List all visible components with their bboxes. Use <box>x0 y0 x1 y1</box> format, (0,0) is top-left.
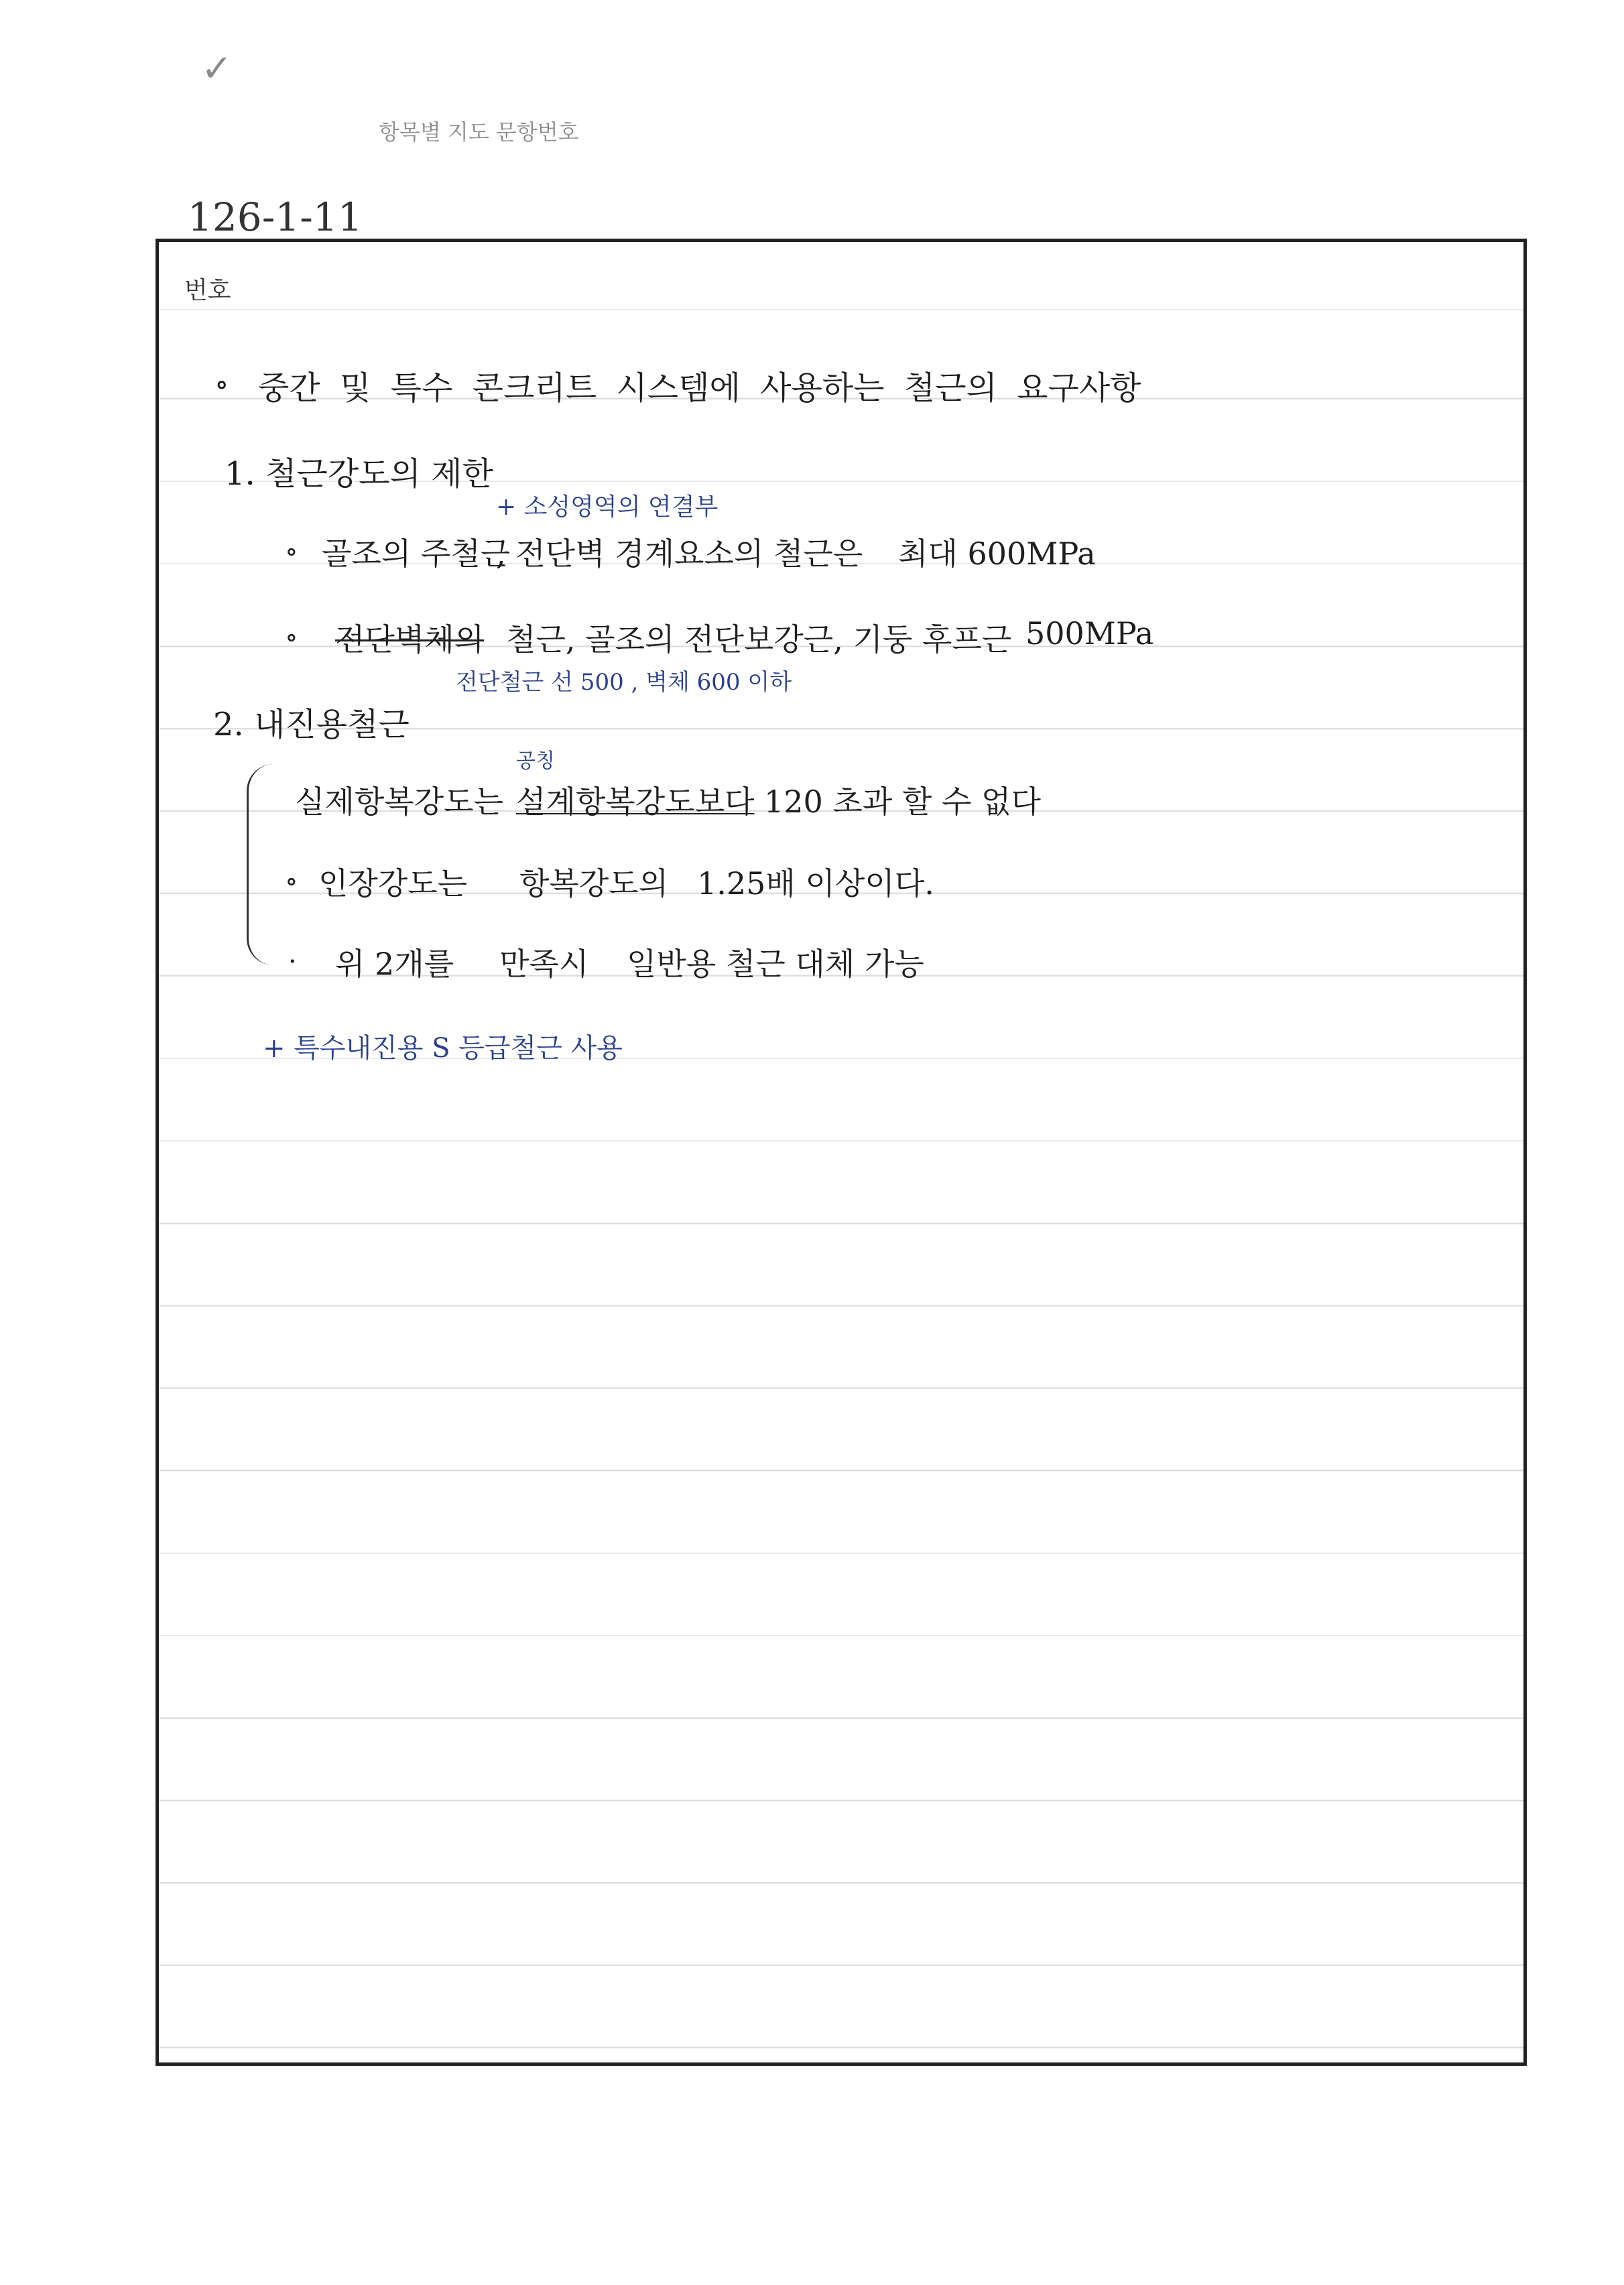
s1-b1-b: , 전단벽 경계요소의 철근은 <box>496 536 863 572</box>
s2-b1-c: 120 초과 할 수 없다 <box>764 784 1041 820</box>
s2-b2-c: 1.25배 이상이다. <box>697 865 934 902</box>
top-note: 항목별 지도 문항번호 <box>379 119 579 145</box>
s2-b1-b: 설계항복강도보다 <box>516 784 755 820</box>
section2-footnote: + 특수내진용 S 등급철근 사용 <box>263 1033 623 1064</box>
section1-note-above: + 소성영역의 연결부 <box>496 493 719 521</box>
s2-b3-a: 위 2개를 <box>335 946 454 982</box>
bullet-dot: · <box>288 946 297 977</box>
s2-b1-a: 실제항복강도는 <box>295 784 504 820</box>
s1-b2-struck: 전단벽체의 <box>335 621 485 658</box>
bullet-dot: ∘ <box>285 866 298 897</box>
s2-b2-a: 인장강도는 <box>318 865 468 902</box>
heading: 중간 및 특수 콘크리트 시스템에 사용하는 철근의 요구사항 <box>258 369 1141 407</box>
section2-title: 2. 내진용철근 <box>213 706 410 743</box>
number-label: 번호 <box>184 277 231 304</box>
s2-b3-c: 일반용 철근 대체 가능 <box>627 946 924 982</box>
curly-brace <box>247 764 275 965</box>
check-mark: ✓ <box>201 47 233 90</box>
s2-b2-b: 항복강도의 <box>519 865 669 902</box>
s1-b1-c: 최대 600MPa <box>898 536 1096 572</box>
section1-title: 1. 철근강도의 제한 <box>225 455 493 493</box>
section2-note-above: 공칭 <box>516 749 555 773</box>
bullet-dot: ∘ <box>214 367 229 402</box>
s2-b3-b: 만족시 <box>499 946 589 982</box>
bullet-dot: ∘ <box>285 536 298 567</box>
page-code: 126-1-11 <box>188 194 363 240</box>
bullet-dot: ∘ <box>285 622 298 653</box>
section1-note-below: 전단철근 선 500 , 벽체 600 이하 <box>456 669 792 696</box>
ruled-paper-frame <box>155 239 1527 2066</box>
s1-b1-a: 골조의 주철근 <box>322 536 511 572</box>
s1-b2-a: 철근, 골조의 전단보강근, 기둥 후프근 <box>506 621 1012 658</box>
s1-b2-c: 500MPa <box>1025 615 1154 652</box>
